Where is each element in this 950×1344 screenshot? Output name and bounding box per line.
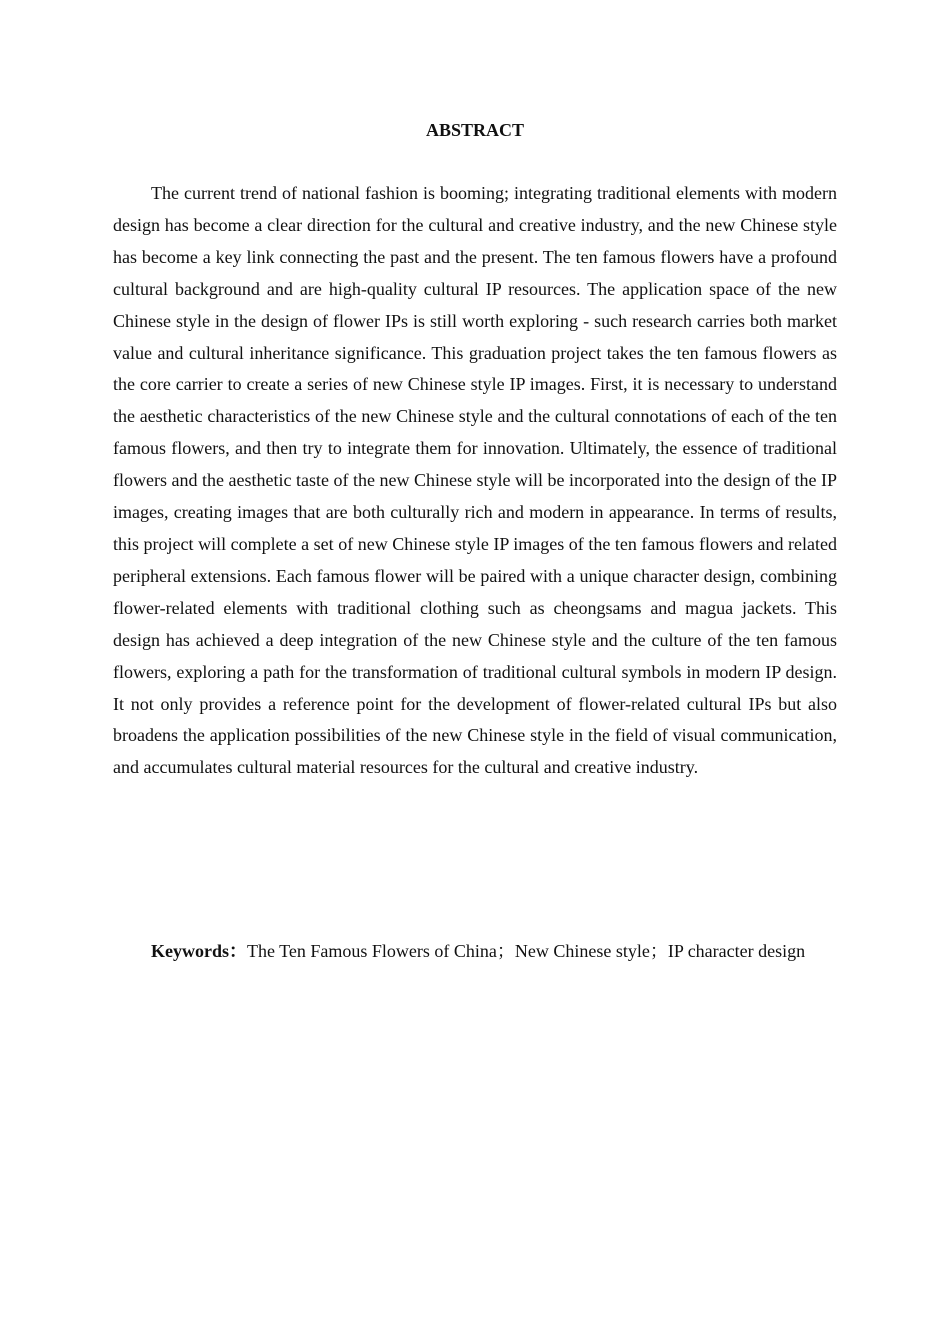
keywords-line — [113, 941, 837, 961]
keywords-label: Keywords： — [151, 941, 247, 961]
abstract-body: The current trend of national fashion is booming; integrating traditional elements with modern design has become a clear direction for the cultural and creative industry, and the new Chinese style has become a key link connecting the past and the present. The ten famous flowers have a profound cultural background and are high-quality cultural IP resources. The application space of the new Chinese style in the design of flower IPs is still worth exploring - such research carries both market value and cultural inheritance significance. This graduation project takes the ten famous flowers as the core carrier to create a series of new Chinese style IP images. First, it is necessary to understand the aesthetic characteristics of the new Chinese style and the cultural connotations of each of the ten famous flowers, and then try to integrate them for innovation. Ultimately, the essence of traditional flowers and the aesthetic taste of the new Chinese style will be incorporated into the design of the IP images, creating images that are both culturally rich and modern in appearance. In terms of results, this project will complete a set of new Chinese style IP images of the ten famous flowers and related peripheral extensions. Each famous flower will be paired with a unique character design, combining flower-related elements with traditional clothing such as cheongsams and magua jackets. This design has achieved a deep integration of the new Chinese style and the culture of the ten famous flowers, exploring a path for the transformation of traditional cultural symbols in modern IP design. It not only provides a reference point for the development of flower-related cultural IPs but also broadens the application possibilities of the new Chinese style in the field of visual communication, and accumulates cultural material resources for the cultural and creative industry. — [113, 183, 837, 778]
abstract-title: ABSTRACT — [425, 120, 525, 140]
keywords-text: The Ten Famous Flowers of China；New Chinese style；IP character design — [247, 941, 806, 961]
